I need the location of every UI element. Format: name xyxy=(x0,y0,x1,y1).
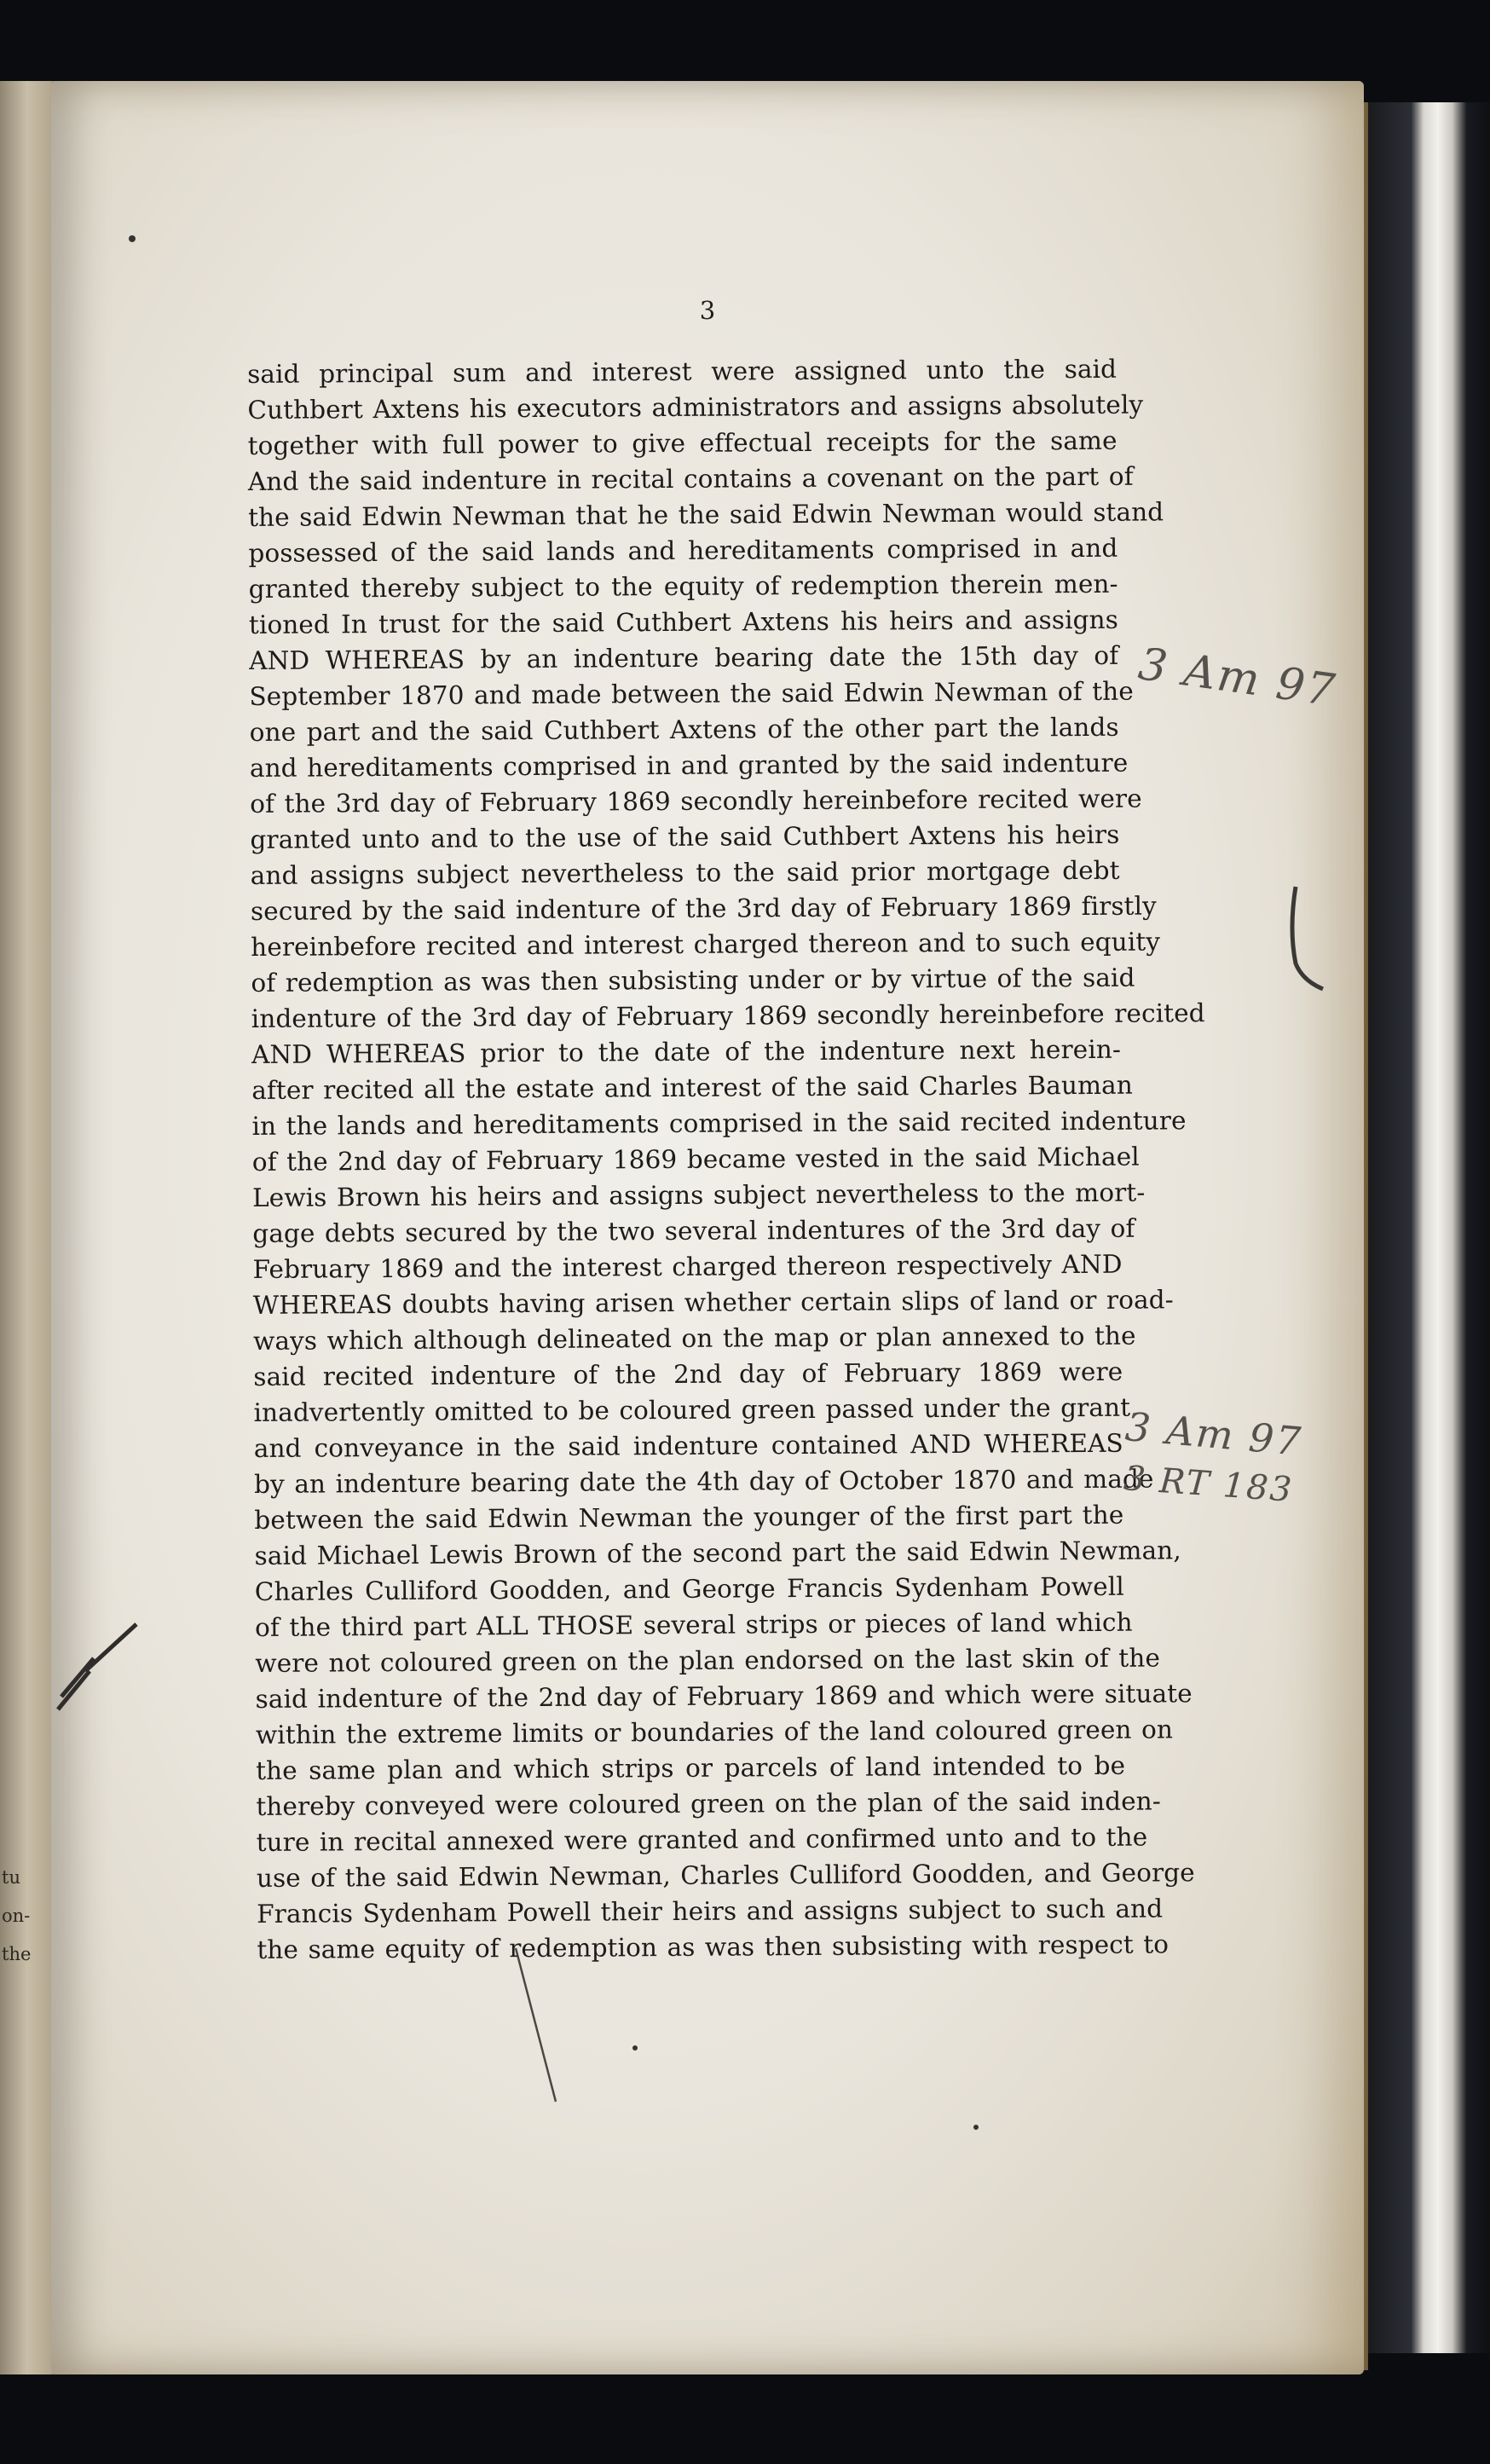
text-line: by an indenture bearing date the 4th day of October 1870 and made xyxy=(253,1464,1154,1499)
text-line: AND WHEREAS prior to the date of the indenture next herein- xyxy=(251,1034,1122,1069)
text-line: and conveyance in the said indenture contained AND WHEREAS xyxy=(253,1428,1123,1463)
text-line: the same equity of redemption as was then subsisting with respect to xyxy=(257,1929,1169,1964)
text-line: indenture of the 3rd day of February 1869 secondly hereinbefore recited xyxy=(251,998,1205,1033)
check-mark-icon xyxy=(1292,887,1323,989)
text-line: were not coloured green on the plan endorsed on the last skin of the xyxy=(255,1643,1161,1678)
text-line: gage debts secured by the two several indentures of the 3rd day of xyxy=(252,1213,1135,1248)
text-line: granted unto and to the use of the said Cuthbert Axtens his heirs xyxy=(250,819,1120,854)
text-line: said principal sum and interest were assigned unto the said xyxy=(247,354,1118,389)
text-line: inadvertently omitted to be coloured green passed under the grant xyxy=(253,1392,1131,1427)
text-line: ture in recital annexed were granted and confirmed unto and to the xyxy=(256,1822,1148,1857)
left-page-fragment: tu xyxy=(2,1867,20,1888)
text-line: Lewis Brown his heirs and assigns subject nevertheless to the mort- xyxy=(251,1177,1146,1212)
page-body-text xyxy=(247,351,1205,1968)
text-line: Francis Sydenham Powell their heirs and assigns subject to such and xyxy=(257,1894,1164,1929)
text-line: use of the said Edwin Newman, Charles Culliford Goodden, and George xyxy=(256,1858,1195,1893)
text-line: of the third part ALL THOSE several strips or pieces of land which xyxy=(255,1607,1133,1642)
text-line: and hereditaments comprised in and granted by the said indenture xyxy=(249,748,1129,783)
text-line: AND WHEREAS by an indenture bearing date the 15th day of xyxy=(249,640,1119,675)
speck-icon xyxy=(973,2125,979,2130)
text-line: tioned In trust for the said Cuthbert Axtens his heirs and assigns xyxy=(248,604,1119,639)
text-line: after recited all the estate and interest of the said Charles Bauman xyxy=(251,1070,1133,1105)
text-line: said recited indenture of the 2nd day of February 1869 were xyxy=(253,1356,1123,1391)
text-line: ways which although delineated on the map or plan annexed to the xyxy=(252,1321,1136,1356)
text-line: secured by the said indenture of the 3rd day of February 1869 firstly xyxy=(250,891,1157,926)
speck-icon xyxy=(632,2045,638,2050)
pencil-slash-icon xyxy=(58,1624,136,1709)
text-line: granted thereby subject to the equity of redemption therein men- xyxy=(248,569,1118,604)
text-line: hereinbefore recited and interest charged thereon and to such equity xyxy=(251,927,1161,962)
text-line: within the extreme limits or boundaries of the land coloured green on xyxy=(255,1715,1174,1750)
pencil-stroke-icon xyxy=(516,1948,556,2102)
text-line: of redemption as was then subsisting under or by virtue of the said xyxy=(251,963,1135,998)
margin-note-pencil: 3 Am 97 xyxy=(1123,1403,1304,1465)
text-line: said indenture of the 2nd day of February 1869 and which were situate xyxy=(255,1679,1193,1714)
text-line: the same plan and which strips or parcels of land intended to be xyxy=(256,1750,1126,1785)
speck-icon xyxy=(129,235,136,242)
margin-note-pencil: 3 Am 97 xyxy=(1135,639,1340,717)
text-line: one part and the said Cuthbert Axtens of the other part the lands xyxy=(249,712,1119,747)
text-line: said Michael Lewis Brown of the second part the said Edwin Newman, xyxy=(254,1536,1181,1570)
text-line: And the said indenture in recital contains a covenant on the part of xyxy=(247,461,1134,496)
text-line: WHEREAS doubts having arisen whether certain slips of land or road- xyxy=(252,1285,1174,1320)
text-line: Cuthbert Axtens his executors administrators and assigns absolutely xyxy=(247,390,1144,425)
page-number: 3 xyxy=(699,296,716,325)
text-line: possessed of the said lands and hereditaments comprised in and xyxy=(248,533,1118,568)
text-line: February 1869 and the interest charged thereon respectively AND xyxy=(252,1249,1123,1284)
margin-note-pencil: 3 RT 183 xyxy=(1122,1459,1295,1510)
text-line: between the said Edwin Newman the younger of the first part the xyxy=(254,1500,1124,1535)
left-page-fragment: on- xyxy=(2,1906,31,1926)
text-line: of the 2nd day of February 1869 became vested in the said Michael xyxy=(251,1142,1140,1177)
text-line: of the 3rd day of February 1869 secondly hereinbefore recited were xyxy=(250,784,1142,818)
text-line: thereby conveyed were coloured green on the plan of the said inden- xyxy=(256,1786,1162,1821)
left-page-fragment: the xyxy=(2,1944,32,1964)
text-line: and assigns subject nevertheless to the said prior mortgage debt xyxy=(250,855,1120,890)
text-line: Charles Culliford Goodden, and George Francis Sydenham Powell xyxy=(254,1571,1124,1606)
text-line: the said Edwin Newman that he the said Edwin Newman would stand xyxy=(248,497,1164,532)
text-line: in the lands and hereditaments comprised in the said recited indenture xyxy=(251,1106,1187,1141)
text-line: September 1870 and made between the said Edwin Newman of the xyxy=(249,676,1134,711)
text-line: together with full power to give effectual receipts for the same xyxy=(247,425,1118,460)
